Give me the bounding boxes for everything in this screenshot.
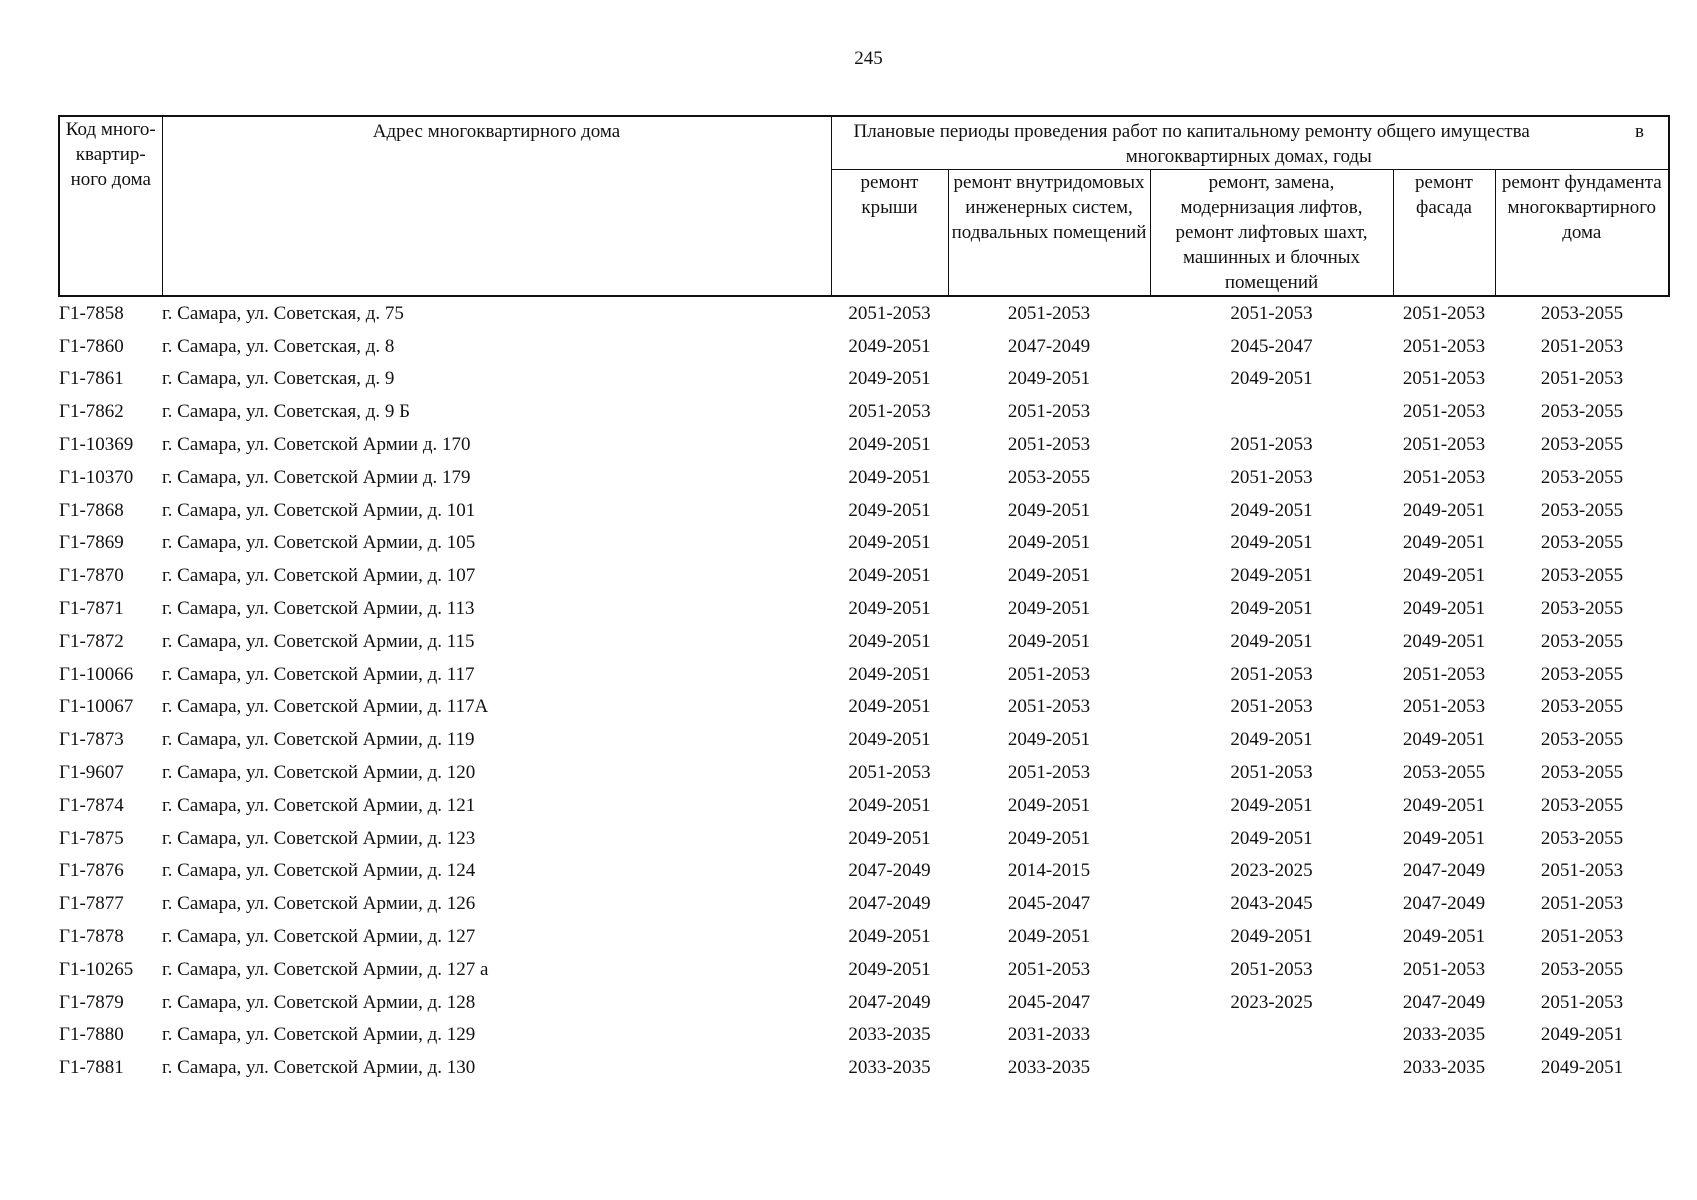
address-cell: г. Самара, ул. Советской Армии д. 170 [162,434,471,456]
lifts-period-cell: 2023-2025 [1230,991,1313,1013]
house-code-cell: Г1-7868 [59,499,124,521]
lifts-period-cell: 2051-2053 [1230,434,1313,456]
foundation-period-cell: 2053-2055 [1540,958,1624,980]
foundation-period-cell: 2053-2055 [1540,598,1624,620]
table-row [59,789,1669,822]
address-cell: г. Самара, ул. Советской Армии, д. 127 [162,926,476,948]
house-code-cell: Г1-10265 [59,958,134,980]
house-code-cell: Г1-7874 [59,794,124,816]
foundation-period-cell: 2053-2055 [1540,729,1624,751]
lifts-period-cell: 2049-2051 [1230,598,1313,620]
address-cell: г. Самара, ул. Советской Армии, д. 127 а [162,958,489,980]
address-cell: г. Самара, ул. Советской Армии, д. 115 [162,630,475,652]
lifts-period-cell: 2051-2053 [1230,663,1313,685]
foundation-period-cell: 2053-2055 [1540,532,1624,554]
roof-period-cell: 2049-2051 [848,794,931,816]
address-cell: г. Самара, ул. Советской Армии, д. 117 [162,663,475,685]
facade-period-cell: 2047-2049 [1402,860,1486,882]
systems-period-cell: 2049-2051 [1007,598,1091,620]
lifts-period-cell: 2049-2051 [1230,794,1313,816]
systems-period-cell: 2051-2053 [1007,434,1091,456]
page-number: 245 [854,48,883,69]
address-cell: г. Самара, ул. Советская, д. 9 [162,368,395,390]
lifts-period-cell: 2049-2051 [1230,827,1313,849]
header-periods-line2: многоквартирных домах, годы [1125,146,1372,167]
address-cell: г. Самара, ул. Советской Армии, д. 123 [162,827,476,849]
house-code-cell: Г1-7876 [59,860,124,882]
foundation-period-cell: 2051-2053 [1540,860,1624,882]
facade-period-cell: 2051-2053 [1402,368,1486,390]
facade-period-cell: 2033-2035 [1402,1057,1486,1079]
lifts-period-cell [1150,395,1393,428]
lifts-period-cell: 2051-2053 [1230,466,1313,488]
address-cell: г. Самара, ул. Советской Армии, д. 105 [162,532,476,554]
header-periods-line1-tail: в [1635,121,1645,142]
house-code-cell: Г1-10066 [59,663,134,685]
lifts-period-cell: 2049-2051 [1230,499,1313,521]
capital-repair-table [58,115,1670,1084]
foundation-period-cell: 2051-2053 [1540,926,1624,948]
systems-period-cell: 2045-2047 [1007,991,1091,1013]
facade-period-cell: 2047-2049 [1402,893,1486,915]
systems-period-cell: 2051-2053 [1007,401,1091,423]
house-code-cell: Г1-7871 [59,598,124,620]
systems-period-cell: 2014-2015 [1007,860,1091,882]
table-row [59,296,1669,330]
facade-period-cell: 2051-2053 [1402,302,1486,324]
facade-period-cell: 2051-2053 [1402,958,1486,980]
address-cell: г. Самара, ул. Советская, д. 75 [162,302,404,324]
house-code-cell: Г1-7870 [59,565,124,587]
header-roof: ремонт крыши [831,170,948,297]
facade-period-cell: 2051-2053 [1402,663,1486,685]
house-code-cell: Г1-7880 [59,1024,124,1046]
facade-period-cell: 2051-2053 [1402,434,1486,456]
roof-period-cell: 2049-2051 [848,630,931,652]
roof-period-cell: 2049-2051 [848,532,931,554]
roof-period-cell: 2049-2051 [848,926,931,948]
roof-period-cell: 2049-2051 [848,958,931,980]
foundation-period-cell: 2053-2055 [1540,696,1624,718]
roof-period-cell: 2047-2049 [848,893,931,915]
table-row [59,986,1669,1019]
facade-period-cell: 2033-2035 [1402,1024,1486,1046]
house-code-cell: Г1-10370 [59,466,134,488]
address-cell: г. Самара, ул. Советской Армии, д. 107 [162,565,476,587]
systems-period-cell: 2053-2055 [1007,466,1091,488]
house-code-cell: Г1-7860 [59,335,124,357]
table-row [59,1051,1669,1084]
systems-period-cell: 2049-2051 [1007,729,1091,751]
address-cell: г. Самара, ул. Советской Армии, д. 119 [162,729,475,751]
house-code-cell: Г1-7858 [59,302,124,324]
systems-period-cell: 2051-2053 [1007,958,1091,980]
table-header [59,116,1669,296]
header-systems: ремонт внутридомовых инженерных систем, подвальных помещений [948,170,1150,297]
address-cell: г. Самара, ул. Советская, д. 9 Б [162,401,411,423]
address-cell: г. Самара, ул. Советской Армии, д. 130 [162,1057,476,1079]
header-lifts: ремонт, замена, модернизация лифтов, ремонт лифтовых шахт, машинных и блочных помещений [1150,170,1393,297]
table-row [59,363,1669,396]
address-cell: г. Самара, ул. Советской Армии д. 179 [162,466,471,488]
foundation-period-cell: 2053-2055 [1540,663,1624,685]
roof-period-cell: 2049-2051 [848,368,931,390]
roof-period-cell: 2049-2051 [848,729,931,751]
table-row [59,527,1669,560]
table-row [59,494,1669,527]
foundation-period-cell: 2053-2055 [1540,434,1624,456]
table-row [59,658,1669,691]
table-row [59,756,1669,789]
systems-period-cell: 2051-2053 [1007,696,1091,718]
lifts-period-cell: 2049-2051 [1230,565,1313,587]
roof-period-cell: 2049-2051 [848,466,931,488]
roof-period-cell: 2049-2051 [848,434,931,456]
facade-period-cell: 2049-2051 [1402,827,1486,849]
lifts-period-cell: 2043-2045 [1230,893,1313,915]
house-code-cell: Г1-7878 [59,926,124,948]
table-row [59,395,1669,428]
house-code-cell: Г1-7873 [59,729,124,751]
systems-period-cell: 2051-2053 [1007,762,1091,784]
table-row [59,625,1669,658]
foundation-period-cell: 2049-2051 [1540,1057,1624,1079]
foundation-period-cell: 2053-2055 [1540,827,1624,849]
systems-period-cell: 2049-2051 [1007,532,1091,554]
header-address: Адрес многоквартирного дома [162,116,831,296]
facade-period-cell: 2049-2051 [1402,794,1486,816]
facade-period-cell: 2047-2049 [1402,991,1486,1013]
facade-period-cell: 2051-2053 [1402,335,1486,357]
roof-period-cell: 2049-2051 [848,696,931,718]
foundation-period-cell: 2051-2053 [1540,893,1624,915]
foundation-period-cell: 2053-2055 [1540,794,1624,816]
lifts-period-cell: 2049-2051 [1230,630,1313,652]
facade-period-cell: 2051-2053 [1402,401,1486,423]
systems-period-cell: 2051-2053 [1007,302,1091,324]
foundation-period-cell: 2053-2055 [1540,762,1624,784]
header-periods-line1: Плановые периоды проведения работ по капитальному ремонту общего имущества [853,121,1530,142]
facade-period-cell: 2049-2051 [1402,729,1486,751]
header-code: Код много-квартир-ного дома [59,116,162,296]
table-row [59,691,1669,724]
systems-period-cell: 2049-2051 [1007,926,1091,948]
lifts-period-cell: 2051-2053 [1230,696,1313,718]
facade-period-cell: 2049-2051 [1402,630,1486,652]
address-cell: г. Самара, ул. Советской Армии, д. 101 [162,499,476,521]
lifts-period-cell [1150,1051,1393,1084]
facade-period-cell: 2049-2051 [1402,499,1486,521]
facade-period-cell: 2049-2051 [1402,532,1486,554]
address-cell: г. Самара, ул. Советская, д. 8 [162,335,395,357]
table-body [59,296,1669,1084]
house-code-cell: Г1-7881 [59,1057,124,1079]
table-row [59,461,1669,494]
roof-period-cell: 2051-2053 [848,401,931,423]
table-row [59,1019,1669,1052]
systems-period-cell: 2051-2053 [1007,663,1091,685]
lifts-period-cell: 2051-2053 [1230,302,1313,324]
systems-period-cell: 2047-2049 [1007,335,1091,357]
lifts-period-cell: 2049-2051 [1230,368,1313,390]
foundation-period-cell: 2053-2055 [1540,565,1624,587]
lifts-period-cell: 2051-2053 [1230,762,1313,784]
roof-period-cell: 2051-2053 [848,302,931,324]
table-row [59,920,1669,953]
address-cell: г. Самара, ул. Советской Армии, д. 120 [162,762,476,784]
facade-period-cell: 2053-2055 [1402,762,1486,784]
address-cell: г. Самара, ул. Советской Армии, д. 121 [162,794,476,816]
roof-period-cell: 2049-2051 [848,663,931,685]
address-cell: г. Самара, ул. Советской Армии, д. 126 [162,893,476,915]
roof-period-cell: 2051-2053 [848,762,931,784]
house-code-cell: Г1-7877 [59,893,124,915]
address-cell: г. Самара, ул. Советской Армии, д. 113 [162,598,475,620]
header-facade: ремонт фасада [1393,170,1495,297]
systems-period-cell: 2049-2051 [1007,565,1091,587]
house-code-cell: Г1-7869 [59,532,124,554]
roof-period-cell: 2049-2051 [848,565,931,587]
header-periods [831,116,1669,170]
house-code-cell: Г1-10067 [59,696,134,718]
systems-period-cell: 2049-2051 [1007,499,1091,521]
table-row [59,855,1669,888]
foundation-period-cell: 2051-2053 [1540,991,1624,1013]
foundation-period-cell: 2049-2051 [1540,1024,1624,1046]
systems-period-cell: 2049-2051 [1007,827,1091,849]
facade-period-cell: 2049-2051 [1402,598,1486,620]
roof-period-cell: 2049-2051 [848,335,931,357]
facade-period-cell: 2049-2051 [1402,565,1486,587]
foundation-period-cell: 2053-2055 [1540,466,1624,488]
foundation-period-cell: 2053-2055 [1540,401,1624,423]
table-row [59,592,1669,625]
roof-period-cell: 2049-2051 [848,827,931,849]
address-cell: г. Самара, ул. Советской Армии, д. 128 [162,991,476,1013]
table-row [59,822,1669,855]
foundation-period-cell: 2053-2055 [1540,630,1624,652]
facade-period-cell: 2051-2053 [1402,466,1486,488]
facade-period-cell: 2049-2051 [1402,926,1486,948]
foundation-period-cell: 2053-2055 [1540,499,1624,521]
lifts-period-cell [1150,1019,1393,1052]
systems-period-cell: 2049-2051 [1007,794,1091,816]
lifts-period-cell: 2049-2051 [1230,532,1313,554]
house-code-cell: Г1-9607 [59,762,124,784]
address-cell: г. Самара, ул. Советской Армии, д. 117А [162,696,489,718]
house-code-cell: Г1-7872 [59,630,124,652]
foundation-period-cell: 2053-2055 [1540,302,1624,324]
lifts-period-cell: 2051-2053 [1230,958,1313,980]
house-code-cell: Г1-7861 [59,368,124,390]
roof-period-cell: 2033-2035 [848,1057,931,1079]
lifts-period-cell: 2049-2051 [1230,729,1313,751]
house-code-cell: Г1-10369 [59,434,134,456]
roof-period-cell: 2049-2051 [848,499,931,521]
house-code-cell: Г1-7879 [59,991,124,1013]
table-row [59,559,1669,592]
roof-period-cell: 2049-2051 [848,598,931,620]
facade-period-cell: 2051-2053 [1402,696,1486,718]
systems-period-cell: 2033-2035 [1007,1057,1091,1079]
foundation-period-cell: 2051-2053 [1540,368,1624,390]
house-code-cell: Г1-7875 [59,827,124,849]
lifts-period-cell: 2049-2051 [1230,926,1313,948]
table-row [59,428,1669,461]
foundation-period-cell: 2051-2053 [1540,335,1624,357]
table-row [59,887,1669,920]
table-row [59,723,1669,756]
roof-period-cell: 2033-2035 [848,1024,931,1046]
house-code-cell: Г1-7862 [59,401,124,423]
systems-period-cell: 2031-2033 [1007,1024,1091,1046]
address-cell: г. Самара, ул. Советской Армии, д. 124 [162,860,476,882]
table-row [59,330,1669,363]
header-foundation: ремонт фундамента многоквартирного дома [1495,170,1669,297]
table-row [59,953,1669,986]
address-cell: г. Самара, ул. Советской Армии, д. 129 [162,1024,476,1046]
systems-period-cell: 2045-2047 [1007,893,1091,915]
systems-period-cell: 2049-2051 [1007,368,1091,390]
roof-period-cell: 2047-2049 [848,991,931,1013]
lifts-period-cell: 2023-2025 [1230,860,1313,882]
lifts-period-cell: 2045-2047 [1230,335,1313,357]
roof-period-cell: 2047-2049 [848,860,931,882]
systems-period-cell: 2049-2051 [1007,630,1091,652]
